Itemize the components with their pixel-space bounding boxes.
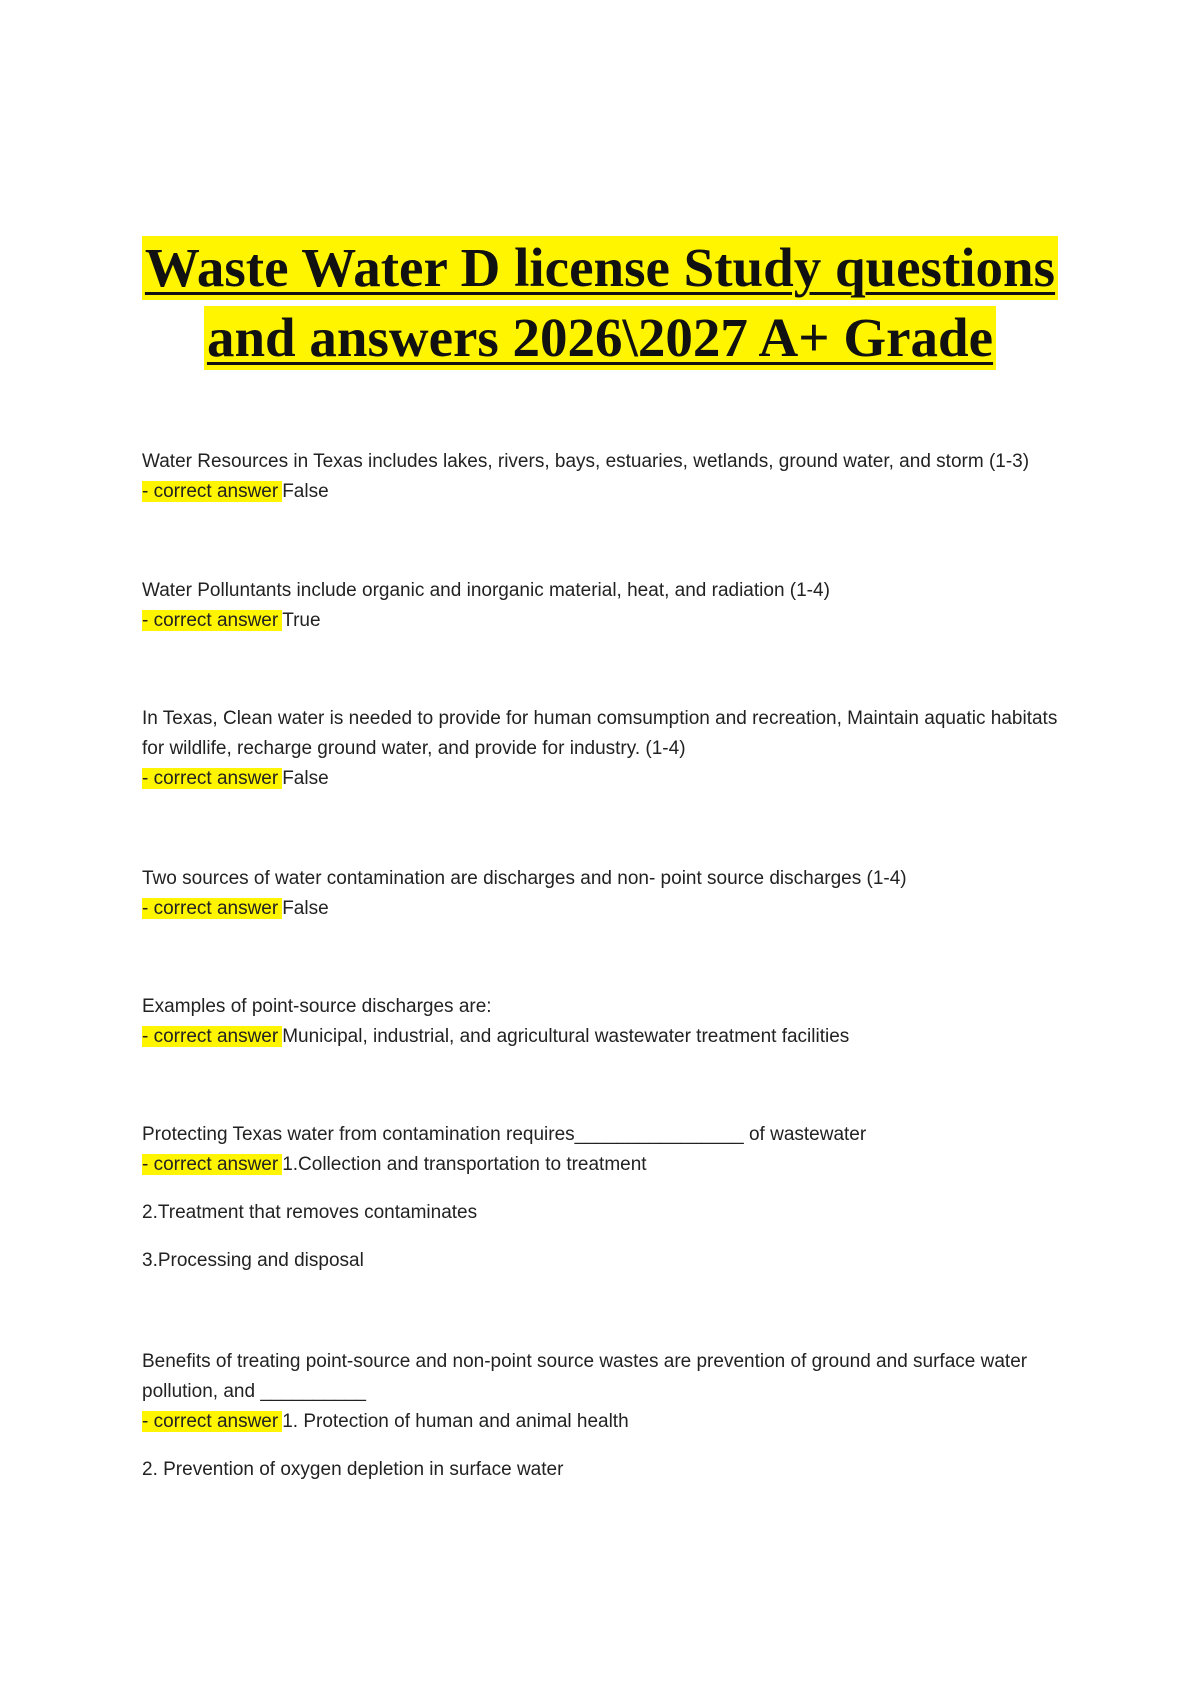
answer-text: False bbox=[282, 768, 329, 789]
answer-text: 1.Collection and transportation to treatment bbox=[282, 1154, 647, 1175]
correct-answer-marker: - correct answer bbox=[142, 1154, 282, 1175]
question-text: Protecting Texas water from contamination requires________________ of wastewater bbox=[142, 1124, 867, 1145]
answer-text: 1. Protection of human and animal health bbox=[282, 1411, 629, 1432]
correct-answer-marker: - correct answer bbox=[142, 1026, 282, 1047]
qa-item bbox=[142, 447, 1082, 507]
qa-item bbox=[142, 704, 1082, 794]
question-text: In Texas, Clean water is needed to provide for human comsumption and recreation, Maintain aquatic habitats for wildlife, recharge ground water, and provide for industry. (1-4) bbox=[142, 708, 1058, 759]
answer-text: False bbox=[282, 481, 329, 502]
answer-line bbox=[142, 1022, 1082, 1052]
answer-text: True bbox=[282, 610, 321, 631]
correct-answer-marker: - correct answer bbox=[142, 898, 282, 919]
qa-item bbox=[142, 992, 1082, 1052]
answer-line bbox=[142, 606, 1082, 636]
answer-line bbox=[142, 477, 1082, 507]
title-line-2: and answers 2026\2027 A+ Grade bbox=[204, 306, 996, 370]
answer-text: Municipal, industrial, and agricultural wastewater treatment facilities bbox=[282, 1026, 850, 1047]
question-text: Benefits of treating point-source and non-point source wastes are prevention of ground and surface water pollution, and __________ bbox=[142, 1351, 1028, 1402]
answer-line bbox=[142, 1150, 1082, 1180]
answer-continuation: 2.Treatment that removes contaminates bbox=[142, 1202, 478, 1223]
document-title bbox=[0, 236, 1200, 370]
qa-item bbox=[142, 576, 1082, 636]
correct-answer-marker: - correct answer bbox=[142, 481, 282, 502]
qa-item bbox=[142, 1347, 1082, 1485]
correct-answer-marker: - correct answer bbox=[142, 1411, 282, 1432]
qa-item bbox=[142, 864, 1082, 924]
qa-item bbox=[142, 1120, 1082, 1276]
question-text: Water Polluntants include organic and inorganic material, heat, and radiation (1-4) bbox=[142, 580, 830, 601]
correct-answer-marker: - correct answer bbox=[142, 768, 282, 789]
answer-line bbox=[142, 894, 1082, 924]
answer-continuation: 3.Processing and disposal bbox=[142, 1250, 364, 1271]
correct-answer-marker: - correct answer bbox=[142, 610, 282, 631]
question-text: Water Resources in Texas includes lakes, rivers, bays, estuaries, wetlands, ground water, and storm (1-3) bbox=[142, 451, 1030, 472]
answer-continuation: 2. Prevention of oxygen depletion in surface water bbox=[142, 1459, 564, 1480]
answer-line bbox=[142, 764, 1082, 794]
answer-line bbox=[142, 1407, 1082, 1437]
title-line-1: Waste Water D license Study questions bbox=[142, 236, 1058, 300]
answer-text: False bbox=[282, 898, 329, 919]
question-text: Examples of point-source discharges are: bbox=[142, 996, 492, 1017]
question-text: Two sources of water contamination are discharges and non- point source discharges (1-4) bbox=[142, 868, 907, 889]
